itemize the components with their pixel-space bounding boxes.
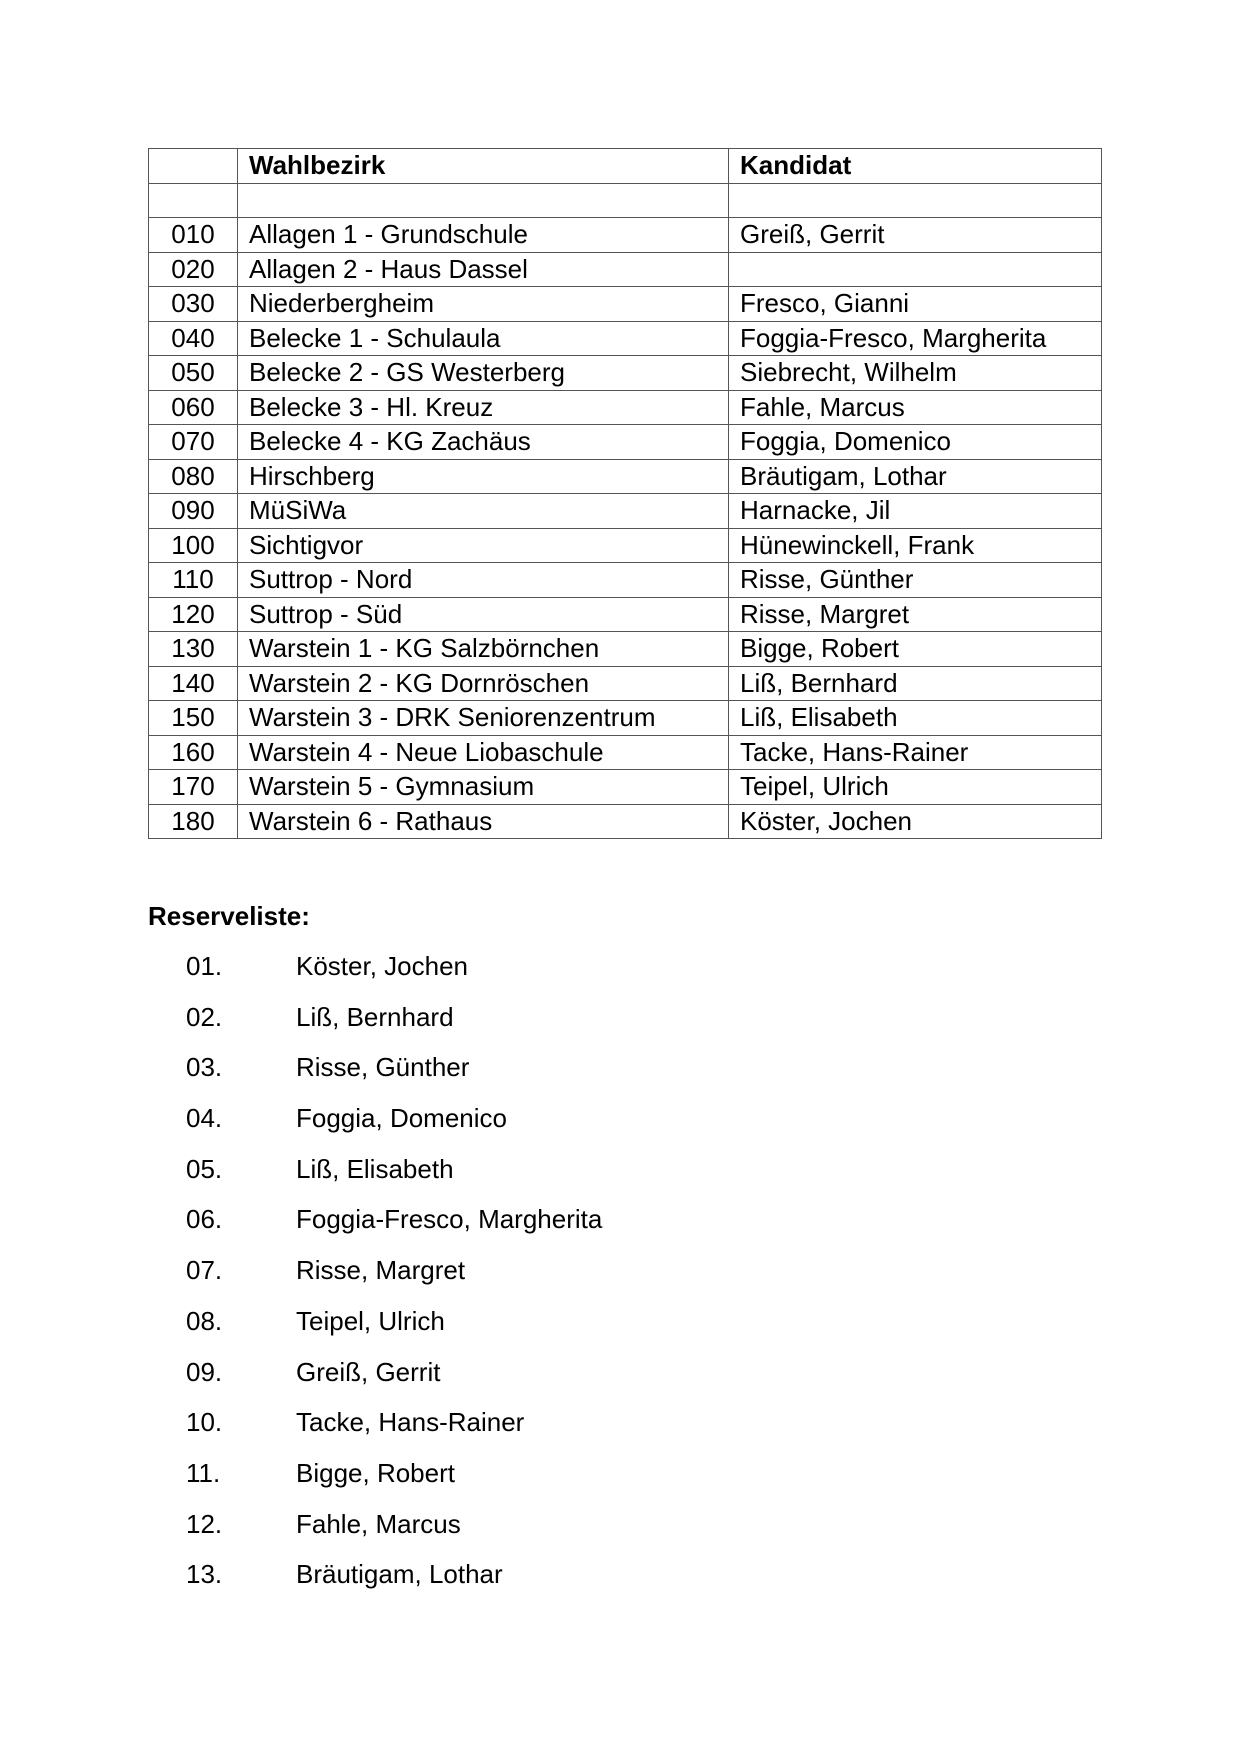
reserve-name: Köster, Jochen — [296, 951, 468, 981]
reserve-rank: 04. — [186, 1103, 223, 1134]
district-name: Warstein 4 - Neue Liobaschule — [238, 735, 729, 770]
list-item — [148, 1203, 602, 1254]
district-name: Suttrop - Nord — [238, 563, 729, 598]
reserve-rank: 12. — [186, 1508, 223, 1539]
reserve-rank: 07. — [186, 1255, 223, 1286]
reserve-name: Liß, Bernhard — [296, 1001, 454, 1032]
reserve-name: Tacke, Hans-Rainer — [296, 1407, 525, 1438]
candidate-name: Harnacke, Jil — [729, 494, 1102, 529]
reserve-name: Liß, Elisabeth — [296, 1153, 454, 1184]
table-row — [149, 563, 1102, 598]
table-row — [149, 735, 1102, 770]
district-name: Sichtigvor — [238, 528, 729, 563]
reserve-name: Bräutigam, Lothar — [296, 1559, 503, 1590]
reserve-name: Foggia, Domenico — [296, 1103, 507, 1134]
table-row — [149, 390, 1102, 425]
district-number: 060 — [149, 390, 238, 425]
list-item — [148, 1254, 602, 1305]
table-row — [149, 252, 1102, 287]
list-item — [148, 950, 602, 1001]
district-number: 180 — [149, 804, 238, 839]
candidate-name: Siebrecht, Wilhelm — [729, 356, 1102, 391]
candidate-name: Bräutigam, Lothar — [729, 459, 1102, 494]
district-name: Belecke 2 - GS Westerberg — [238, 356, 729, 391]
district-number: 010 — [149, 218, 238, 253]
district-number: 140 — [149, 666, 238, 701]
candidate-name: Fresco, Gianni — [729, 287, 1102, 322]
reserve-name: Foggia-Fresco, Margherita — [296, 1204, 603, 1235]
header-candidate: Kandidat — [729, 149, 1102, 184]
candidate-name: Risse, Margret — [729, 597, 1102, 632]
reserve-rank: 11. — [186, 1457, 221, 1488]
reserve-rank: 09. — [186, 1356, 223, 1387]
reserve-list — [148, 950, 602, 1609]
district-name: Allagen 1 - Grundschule — [238, 218, 729, 253]
candidate-name: Fahle, Marcus — [729, 390, 1102, 425]
district-name: Warstein 3 - DRK Seniorenzentrum — [238, 701, 729, 736]
district-name: Warstein 1 - KG Salzbörnchen — [238, 632, 729, 667]
district-name: Warstein 2 - KG Dornröschen — [238, 666, 729, 701]
reserve-name: Teipel, Ulrich — [296, 1305, 445, 1336]
district-name: Belecke 1 - Schulaula — [238, 321, 729, 356]
header-number — [149, 149, 238, 184]
candidate-name — [729, 252, 1102, 287]
district-number: 080 — [149, 459, 238, 494]
district-number: 020 — [149, 252, 238, 287]
table-row — [149, 804, 1102, 839]
district-number: 160 — [149, 735, 238, 770]
district-name: Suttrop - Süd — [238, 597, 729, 632]
district-name: MüSiWa — [238, 494, 729, 529]
reserve-rank: 10. — [186, 1407, 223, 1438]
table-row — [149, 321, 1102, 356]
candidate-name: Greiß, Gerrit — [729, 218, 1102, 253]
list-item — [148, 1102, 602, 1153]
list-item — [148, 1001, 602, 1052]
district-number: 070 — [149, 425, 238, 460]
candidate-name: Liß, Bernhard — [729, 666, 1102, 701]
candidate-name: Teipel, Ulrich — [729, 770, 1102, 805]
table-row — [149, 597, 1102, 632]
district-number: 170 — [149, 770, 238, 805]
candidate-name: Foggia, Domenico — [729, 425, 1102, 460]
candidate-name: Hünewinckell, Frank — [729, 528, 1102, 563]
reserve-name: Fahle, Marcus — [296, 1508, 461, 1539]
table-row — [149, 666, 1102, 701]
district-name: Warstein 6 - Rathaus — [238, 804, 729, 839]
reserve-rank: 08. — [186, 1305, 223, 1336]
table-row — [149, 356, 1102, 391]
list-item — [148, 1305, 602, 1356]
reserve-rank: 06. — [186, 1204, 223, 1235]
table-row — [149, 632, 1102, 667]
district-number: 040 — [149, 321, 238, 356]
header-district: Wahlbezirk — [238, 149, 729, 184]
reserve-rank: 05. — [186, 1153, 223, 1184]
candidate-name — [729, 183, 1102, 218]
district-name: Niederbergheim — [238, 287, 729, 322]
district-number: 150 — [149, 701, 238, 736]
list-item — [148, 1457, 602, 1508]
table-row — [149, 528, 1102, 563]
list-item — [148, 1558, 602, 1609]
reserve-list-heading: Reserveliste: — [148, 901, 310, 931]
table-row — [149, 701, 1102, 736]
district-name — [238, 183, 729, 218]
table-row — [149, 183, 1102, 218]
district-number: 090 — [149, 494, 238, 529]
list-item — [148, 1508, 602, 1559]
district-name: Hirschberg — [238, 459, 729, 494]
candidate-name: Tacke, Hans-Rainer — [729, 735, 1102, 770]
district-name: Allagen 2 - Haus Dassel — [238, 252, 729, 287]
reserve-name: Risse, Günther — [296, 1052, 470, 1083]
district-name: Belecke 3 - Hl. Kreuz — [238, 390, 729, 425]
table-row — [149, 287, 1102, 322]
table-row — [149, 425, 1102, 460]
district-number: 100 — [149, 528, 238, 563]
reserve-rank: 03. — [186, 1052, 223, 1083]
district-name: Warstein 5 - Gymnasium — [238, 770, 729, 805]
reserve-rank: 02. — [186, 1001, 223, 1032]
candidate-name: Foggia-Fresco, Margherita — [729, 321, 1102, 356]
reserve-rank: 13. — [186, 1559, 223, 1590]
list-item — [148, 1406, 602, 1457]
candidate-name: Köster, Jochen — [729, 804, 1102, 839]
reserve-rank: 01. — [186, 951, 223, 981]
table-row — [149, 494, 1102, 529]
district-number: 110 — [149, 563, 238, 598]
list-item — [148, 1356, 602, 1407]
reserve-name: Greiß, Gerrit — [296, 1356, 441, 1387]
district-name: Belecke 4 - KG Zachäus — [238, 425, 729, 460]
table-row — [149, 770, 1102, 805]
table-row — [149, 459, 1102, 494]
district-number: 120 — [149, 597, 238, 632]
district-number — [149, 183, 238, 218]
candidate-name: Bigge, Robert — [729, 632, 1102, 667]
district-number: 050 — [149, 356, 238, 391]
candidate-name: Liß, Elisabeth — [729, 701, 1102, 736]
table-header-row — [149, 149, 1102, 184]
district-number: 130 — [149, 632, 238, 667]
list-item — [148, 1051, 602, 1102]
reserve-name: Risse, Margret — [296, 1255, 466, 1286]
district-table — [148, 148, 1102, 839]
list-item — [148, 1153, 602, 1204]
candidate-name: Risse, Günther — [729, 563, 1102, 598]
reserve-name: Bigge, Robert — [296, 1457, 455, 1488]
district-number: 030 — [149, 287, 238, 322]
table-row — [149, 218, 1102, 253]
